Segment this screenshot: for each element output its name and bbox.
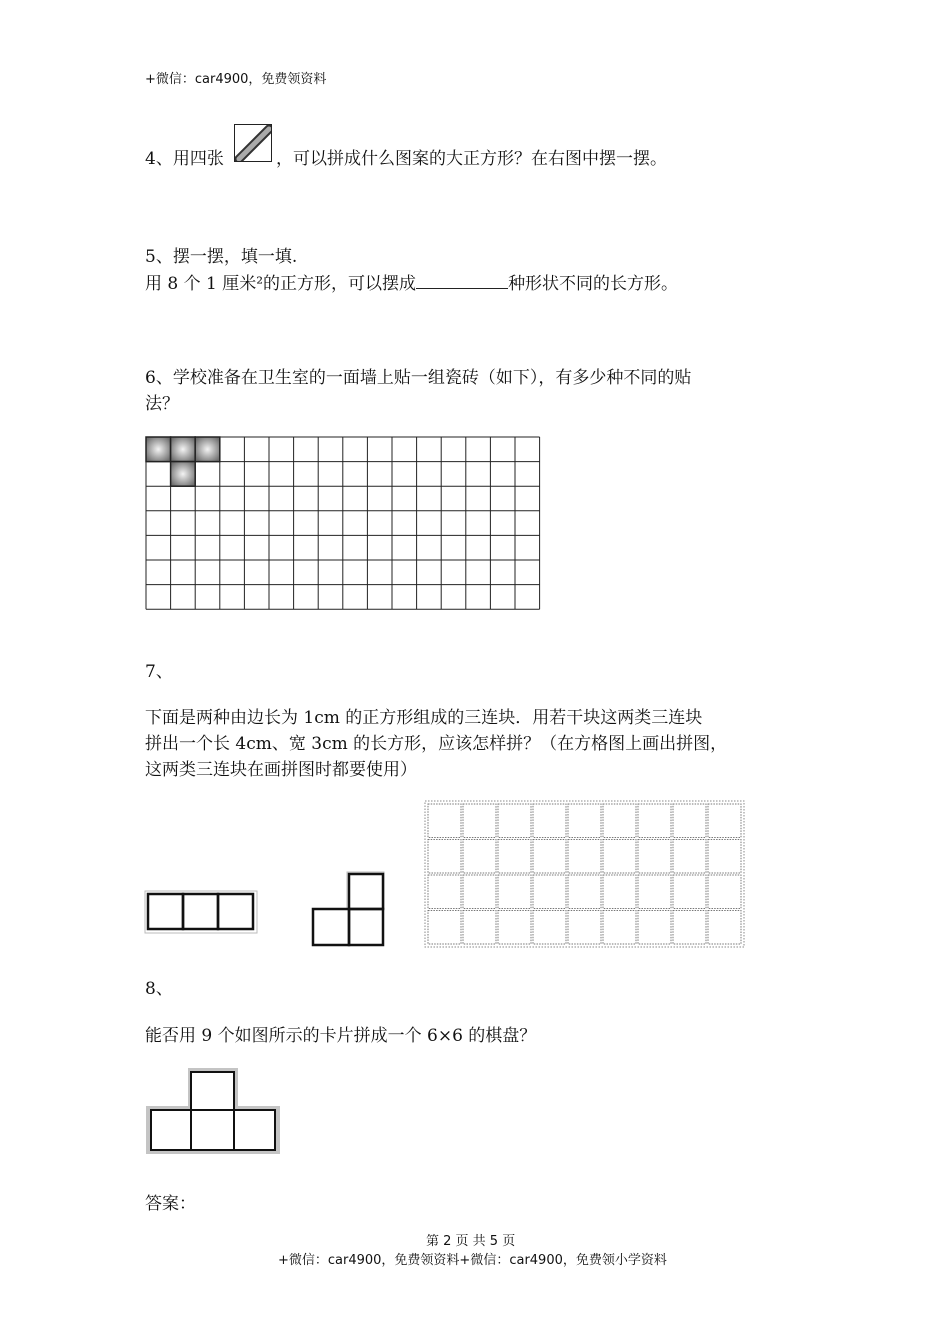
q7-line2: 拼出一个长 4cm、宽 3cm 的长方形，应该怎样拼？（在方格图上画出拼图，: [145, 734, 728, 754]
page-number: 第 2 页 共 5 页: [426, 1234, 516, 1249]
q8-line1: 能否用 9 个如图所示的卡片拼成一个 6×6 的棋盘？: [145, 1026, 537, 1046]
q7-line3: 这两类三连块在画拼图时都要使用）: [145, 760, 417, 780]
grid-cell: [708, 840, 741, 874]
straight-tromino: [144, 890, 260, 934]
grid-cell: [603, 911, 636, 945]
card-square-middle: [191, 1110, 234, 1150]
grid-cell: [673, 840, 706, 874]
grid-cell: [463, 911, 496, 945]
grid-cell: [638, 804, 671, 838]
q4-prefix: 4、用四张: [145, 149, 224, 169]
grid-cell: [673, 911, 706, 945]
grid-cell: [603, 875, 636, 909]
grid-cell: [428, 911, 461, 945]
card-square-top: [191, 1072, 234, 1110]
grid-cell: [638, 875, 671, 909]
grid-cell: [638, 911, 671, 945]
grid-cell: [498, 804, 531, 838]
q7-number: 7、: [145, 662, 173, 682]
tile-square: [171, 462, 196, 487]
card-shape: [144, 1066, 284, 1158]
q7-line1: 下面是两种由边长为 1cm 的正方形组成的三连块．用若干块这两类三连块: [145, 708, 703, 728]
q6-line1: 6、学校准备在卫生室的一面墙上贴一组瓷砖（如下），有多少种不同的贴: [145, 368, 692, 388]
grid-cell: [498, 875, 531, 909]
grid-border: [425, 801, 744, 947]
grid-cell: [603, 804, 636, 838]
grid-cell: [673, 804, 706, 838]
grid-cell: [463, 840, 496, 874]
grid-cell: [673, 875, 706, 909]
tile-piece: [146, 437, 220, 486]
grid-cell: [498, 840, 531, 874]
grid-cell: [463, 875, 496, 909]
grid-cell: [463, 804, 496, 838]
grid-cell: [568, 875, 601, 909]
tile-square: [171, 437, 196, 462]
tile-square: [146, 437, 171, 462]
grid-cell: [708, 804, 741, 838]
grid-cell: [568, 911, 601, 945]
grid-cell: [603, 840, 636, 874]
grid-cell: [568, 840, 601, 874]
grid-cell: [428, 804, 461, 838]
diagonal-tile-icon: [234, 124, 272, 162]
answer-blank[interactable]: [416, 271, 508, 289]
header-watermark: +微信：car4900，免费领资料: [145, 72, 327, 87]
q6-line2: 法？: [145, 394, 179, 414]
grid-cell: [533, 875, 566, 909]
grid-cell: [533, 911, 566, 945]
grid-cell: [533, 840, 566, 874]
grid-cell: [498, 911, 531, 945]
q5-line2: [145, 271, 678, 296]
q5-line1: 5、摆一摆，填一填.: [145, 247, 298, 267]
grid-cell: [708, 911, 741, 945]
q5-line2-suffix: 种形状不同的长方形。: [508, 274, 679, 294]
grid-cell: [568, 804, 601, 838]
q5-line2-prefix: 用 8 个 1 厘米²的正方形，可以摆成: [145, 274, 417, 294]
grid-cell: [428, 875, 461, 909]
grid-cell: [428, 840, 461, 874]
grid-cell: [708, 875, 741, 909]
drawing-grid: [424, 800, 746, 950]
answer-label: 答案：: [145, 1194, 196, 1214]
tile-wall-grid: [144, 435, 544, 613]
card-square-left: [151, 1110, 191, 1150]
grid-cell: [638, 840, 671, 874]
q4-suffix: ，可以拼成什么图案的大正方形？在右图中摆一摆。: [276, 149, 667, 169]
l-tromino: [309, 870, 389, 950]
footer-watermark: +微信：car4900，免费领资料+微信：car4900，免费领小学资料: [278, 1253, 667, 1268]
q8-number: 8、: [145, 979, 173, 999]
card-square-right: [234, 1110, 275, 1150]
tile-square: [195, 437, 220, 462]
grid-cell: [533, 804, 566, 838]
